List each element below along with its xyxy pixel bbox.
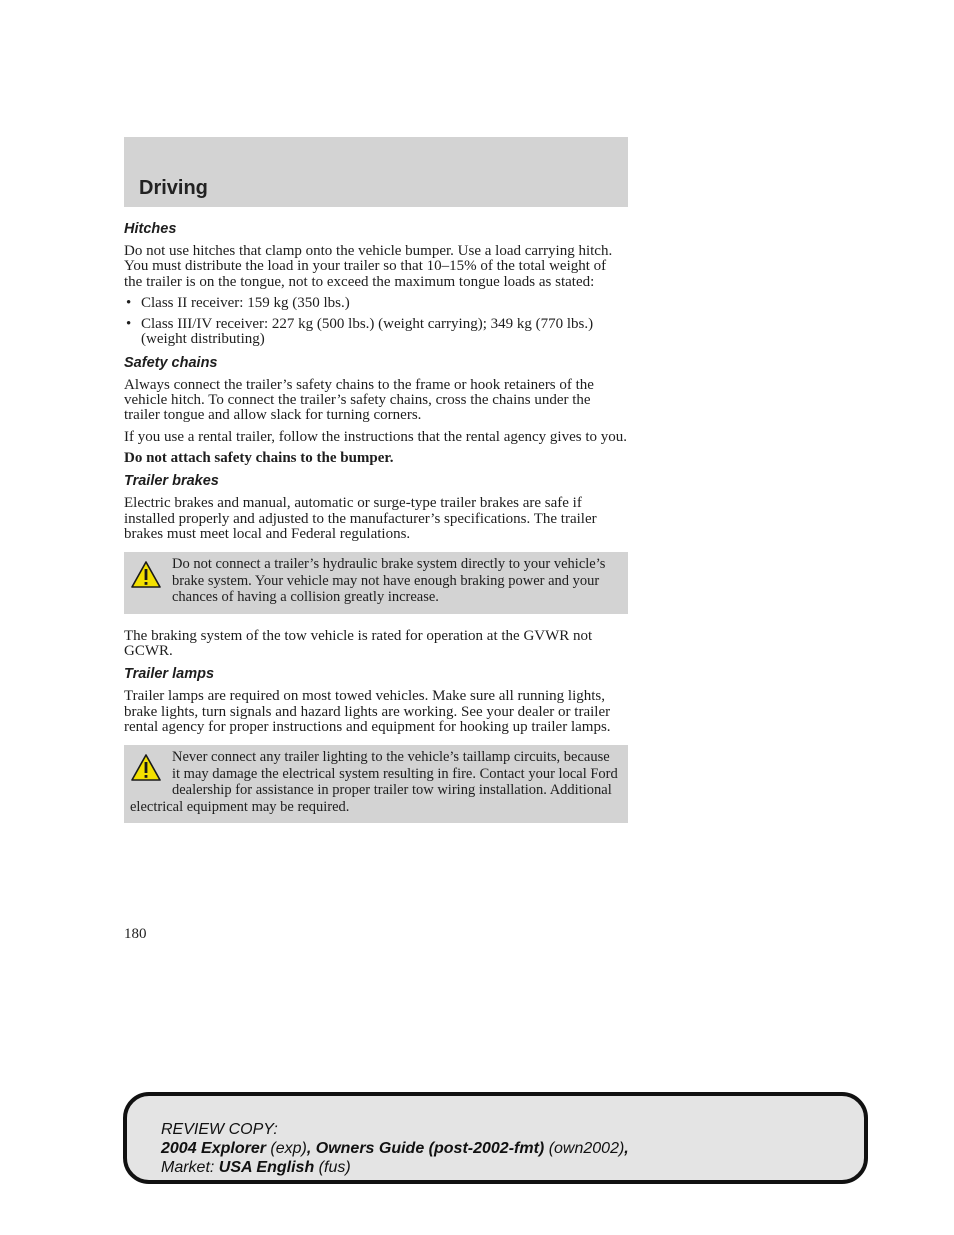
review-copy-product-line bbox=[161, 1139, 629, 1158]
brake-warning-text: Do not connect a trailer’s hydraulic brake system directly to your vehicle’s brake system. Your vehicle may not have enough braking power and your chances of having a collision greatly increase. bbox=[172, 556, 606, 606]
review-market-code: (fus) bbox=[318, 1159, 351, 1176]
review-guide: Owners Guide (post-2002-fmt) bbox=[315, 1140, 545, 1157]
bullet-icon: • bbox=[126, 294, 132, 311]
trailer-lamps-heading: Trailer lamps bbox=[124, 666, 215, 683]
review-copy-label: REVIEW COPY: bbox=[161, 1121, 278, 1138]
warning-triangle-icon bbox=[130, 559, 162, 591]
safety-chains-paragraph: Always connect the trailer’s safety chains to the frame or hook retainers of the vehicle hitch. To connect the trailer’s safety chains, cross the chains under the trailer tongue and allow slack for turning corners. bbox=[124, 376, 594, 424]
list-item-text: Class III/IV receiver: 227 kg (500 lbs.) (weight carrying); 349 kg (770 lbs.) (weight distributing) bbox=[141, 316, 594, 348]
review-copy-market-line bbox=[161, 1158, 629, 1177]
hitches-paragraph: Do not use hitches that clamp onto the vehicle bumper. Use a load carrying hitch. You must distribute the load in your trailer so that 10–15% of the total weight of the trailer is on the tongue, not to exceed the maximum tongue loads as stated: bbox=[124, 243, 613, 290]
warning-triangle-icon bbox=[130, 752, 162, 784]
page-number: 180 bbox=[124, 926, 147, 942]
bullet-icon: • bbox=[126, 316, 132, 333]
review-separator: , bbox=[624, 1140, 629, 1157]
section-header-band bbox=[124, 137, 628, 207]
page-content bbox=[124, 220, 628, 838]
braking-system-paragraph: The braking system of the tow vehicle is rated for operation at the GVWR not GCWR. bbox=[124, 627, 593, 659]
brake-warning-box bbox=[124, 552, 628, 614]
lighting-warning-text: Never connect any trailer lighting to the vehicle’s taillamp circuits, because it may damage the electrical system resulting in fire. Contact your local Ford dealership for assistance in proper trailer tow wiring installation. Additional electrical equipment may be required. bbox=[130, 749, 618, 815]
trailer-brakes-paragraph: Electric brakes and manual, automatic or surge-type trailer brakes are safe if installed properly and adjusted to the manufacturer’s specifications. The trailer brakes must meet local and Federal regulations. bbox=[124, 495, 597, 542]
hitches-heading: Hitches bbox=[124, 221, 177, 237]
hitches-bullet-list bbox=[124, 296, 628, 348]
review-separator: , bbox=[306, 1140, 316, 1157]
list-item-text: Class II receiver: 159 kg (350 lbs.) bbox=[141, 294, 350, 311]
trailer-brakes-heading: Trailer brakes bbox=[124, 473, 219, 490]
lighting-warning-box bbox=[124, 745, 628, 823]
review-guide-code: (own2002) bbox=[548, 1140, 625, 1157]
review-model-code: (exp) bbox=[270, 1140, 307, 1157]
list-item bbox=[124, 296, 628, 311]
review-model: 2004 Explorer bbox=[161, 1140, 266, 1157]
trailer-lamps-paragraph: Trailer lamps are required on most towed vehicles. Make sure all running lights, brake lights, turn signals and hazard lights are working. See your dealer or trailer rental agency for proper instructions and equipment for hooking up trailer lamps. bbox=[124, 688, 611, 735]
safety-chains-heading: Safety chains bbox=[124, 354, 218, 371]
review-market: USA English bbox=[218, 1159, 315, 1176]
rental-trailer-paragraph: If you use a rental trailer, follow the instructions that the rental agency gives to you. bbox=[124, 428, 627, 445]
list-item bbox=[124, 317, 628, 348]
review-copy-box bbox=[123, 1092, 868, 1184]
review-copy-text bbox=[161, 1120, 629, 1177]
review-market-label: Market: bbox=[161, 1159, 215, 1176]
section-title: Driving bbox=[139, 177, 208, 199]
safety-chains-note: Do not attach safety chains to the bumper. bbox=[124, 449, 394, 466]
